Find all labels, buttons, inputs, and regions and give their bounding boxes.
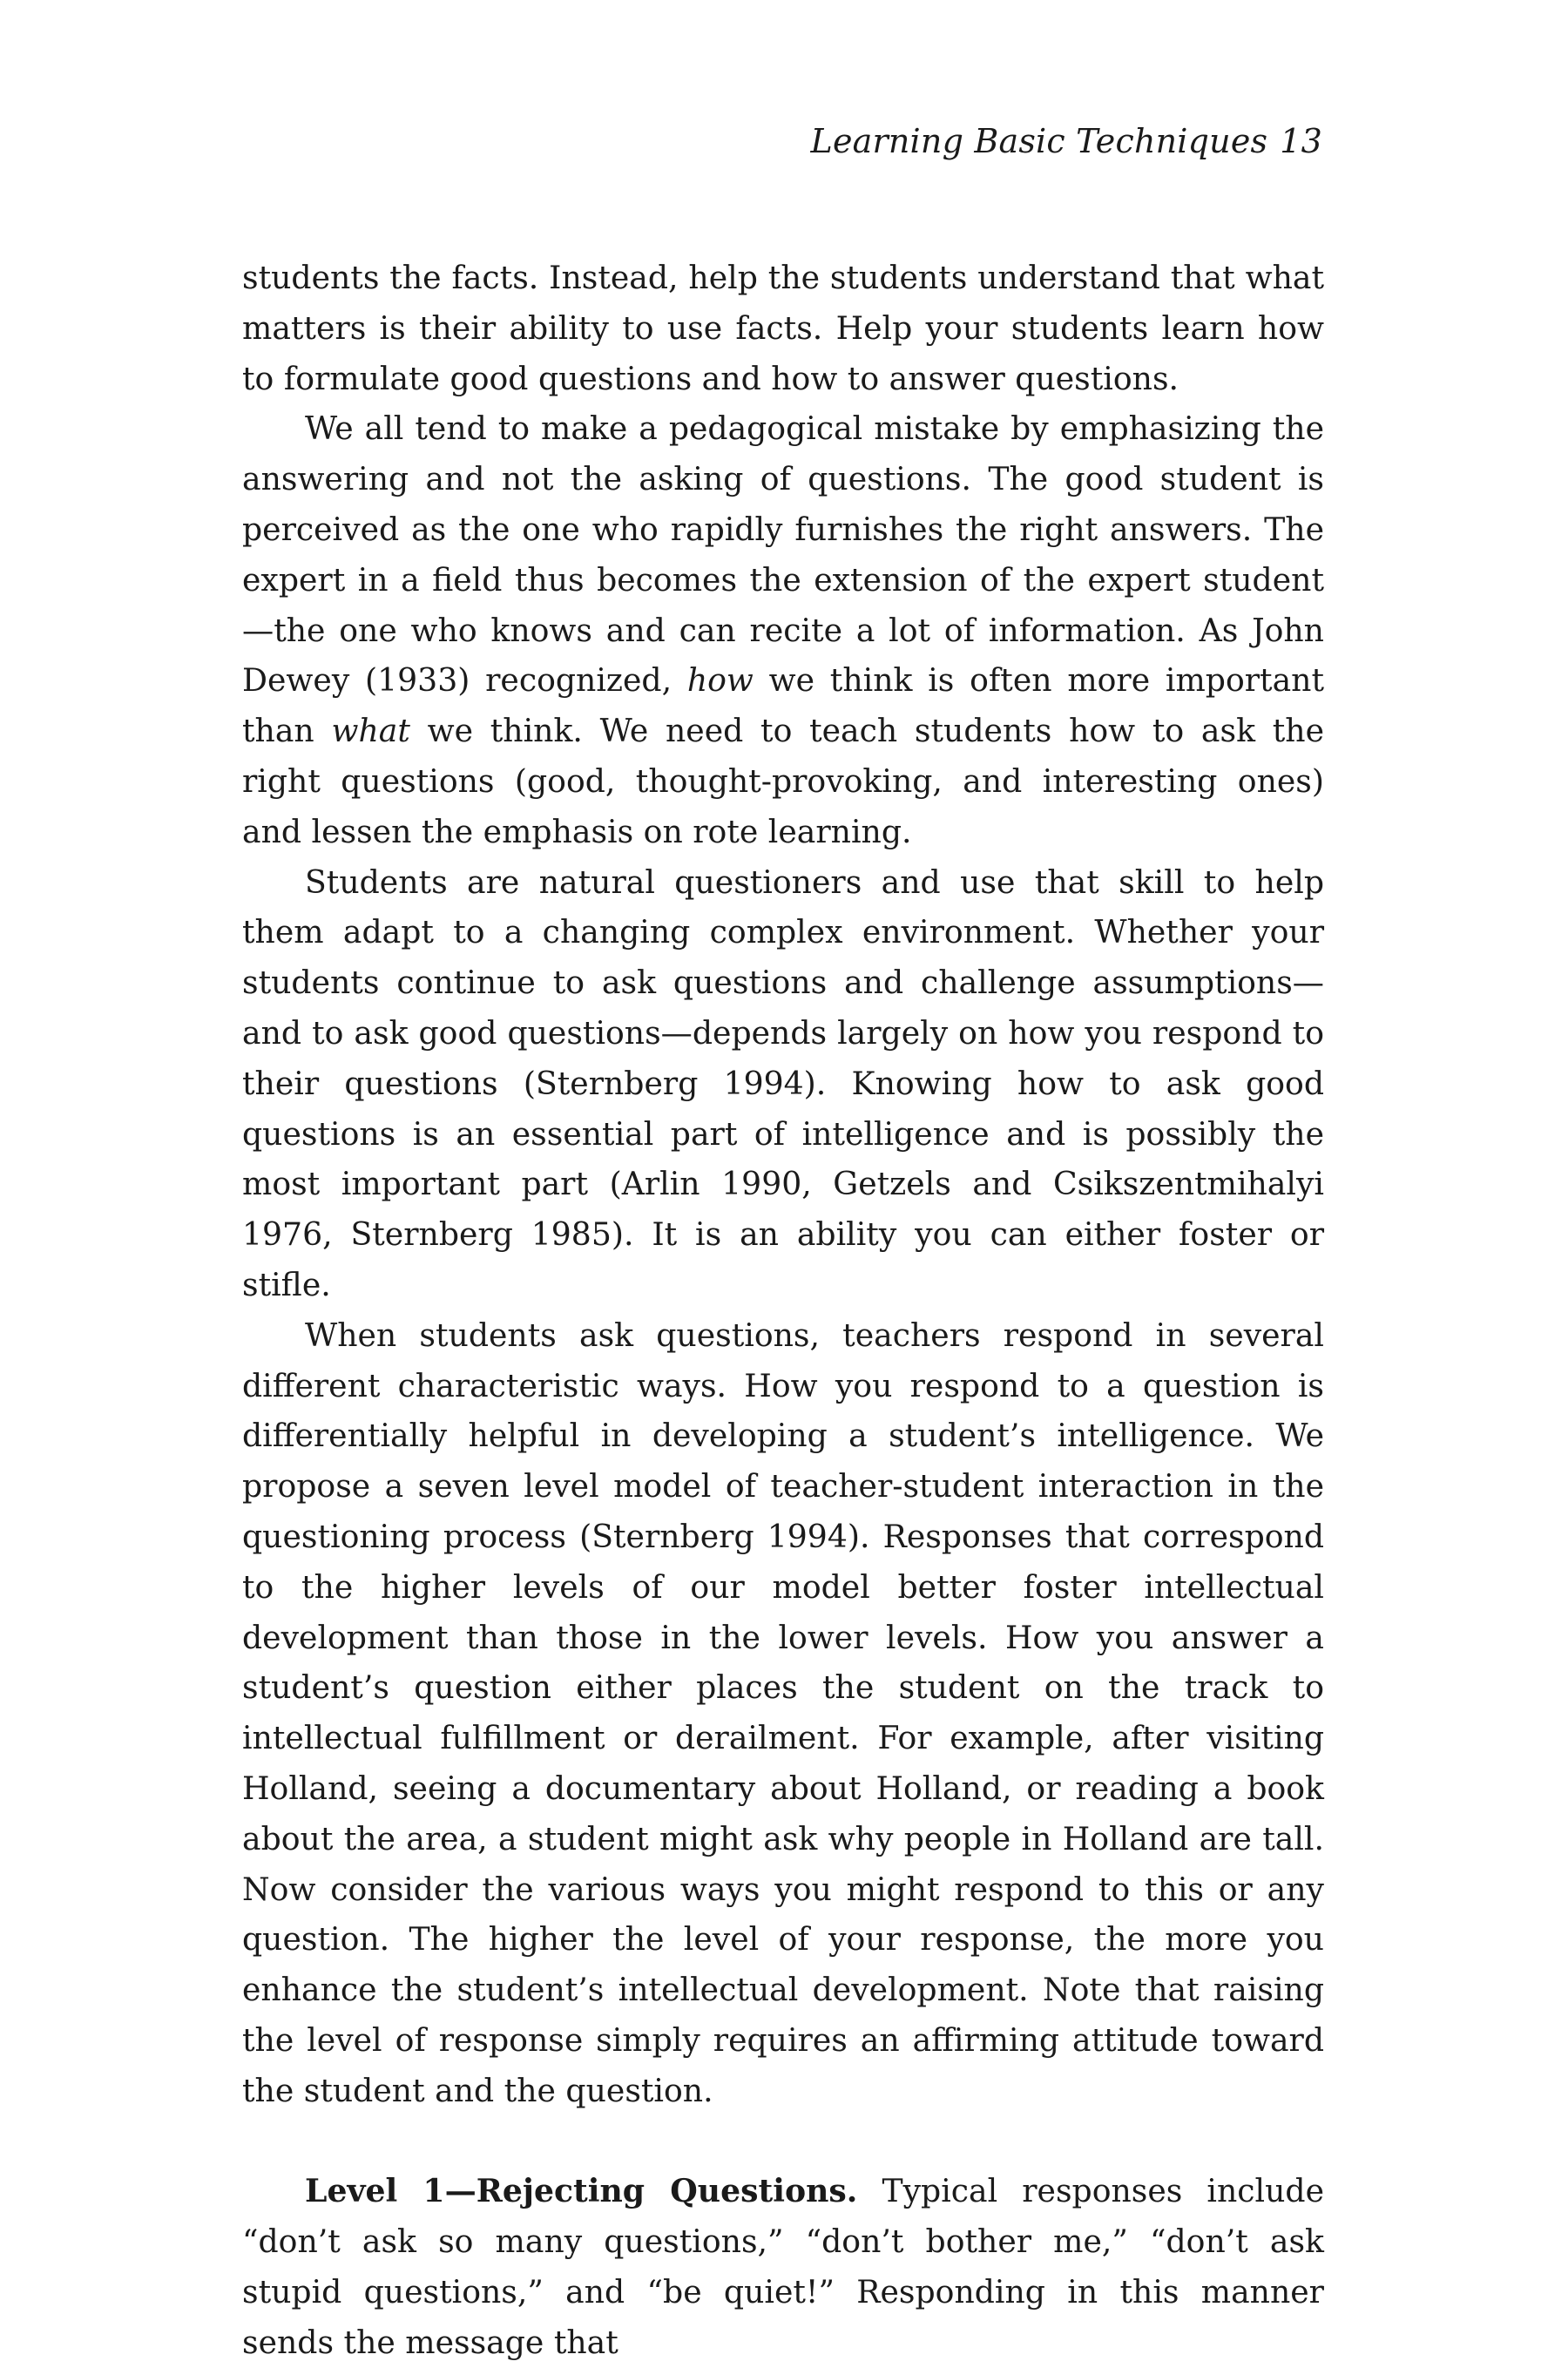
paragraph-continuation: students the facts. Instead, help the students understand that what matters is their ability to use facts. Help your students learn how to formulate good questions and how to answer questions. [242, 259, 1324, 397]
paragraph-level-1 [242, 2166, 1324, 2367]
paragraph-text: We all tend to make a pedagogical mistake by emphasizing the answering and not the asking of questions. The good student is perceived as the one who rapidly furnishes the right answers. The expert in a field thus becomes the extension of the expert student—the one who knows and can recite a lot of information. As John Dewey (1933) recognized, [242, 409, 1324, 700]
paragraph-text: Typical responses include “don’t ask so many questions,” “don’t bother me,” “don’t ask stupid questions,” and “be quiet!” Responding in this manner sends the message that [242, 2172, 1325, 2361]
running-head-title: Learning Basic Techniques [810, 122, 1268, 160]
page-number: 13 [1280, 122, 1322, 160]
paragraph-text: we think is often more important than [242, 661, 1324, 750]
paragraph-pedagogical-mistake [242, 403, 1324, 856]
level-1-heading: Level 1—Rejecting Questions. [305, 2172, 858, 2210]
paragraph-text: we think. We need to teach students how to ask the right questions (good, thought-provoking, and interesting ones) and lessen the emphasis on rote learning. [242, 712, 1324, 850]
running-head [811, 122, 1322, 160]
paragraph-teacher-responses: When students ask questions, teachers respond in several different characteristic ways. How you respond to a question is differentially helpful in developing a student’s intelligence. We propose a seven level model of teacher-student interaction in the questioning process (Sternberg 1994). Responses that correspond to the higher levels of our model better foster intellectual development than those in the lower levels. How you answer a student’s question either places the student on the track to intellectual fulfillment or derailment. For example, after visiting Holland, seeing a documentary about Holland, or reading a book about the area, a student might ask why people in Holland are tall. Now consider the various ways you might respond to this or any question. The higher the level of your response, the more you enhance the student’s intellectual development. Note that raising the level of response simply requires an affirming attitude toward the student and the question. [242, 1316, 1324, 2109]
paragraph-natural-questioners: Students are natural questioners and use that skill to help them adapt to a changing complex environment. Whether your students continue to ask questions and challenge assumptions—and to ask good questions—depends largely on how you respond to their questions (Sternberg 1994). Knowing how to ask good questions is an essential part of intelligence and is possibly the most important part (Arlin 1990, Getzels and Csikszentmihalyi 1976, Sternberg 1985). It is an ability you can either foster or stifle. [242, 863, 1324, 1303]
italic-how: how [686, 661, 754, 700]
body-text [242, 253, 1324, 2368]
italic-what: what [331, 712, 410, 750]
